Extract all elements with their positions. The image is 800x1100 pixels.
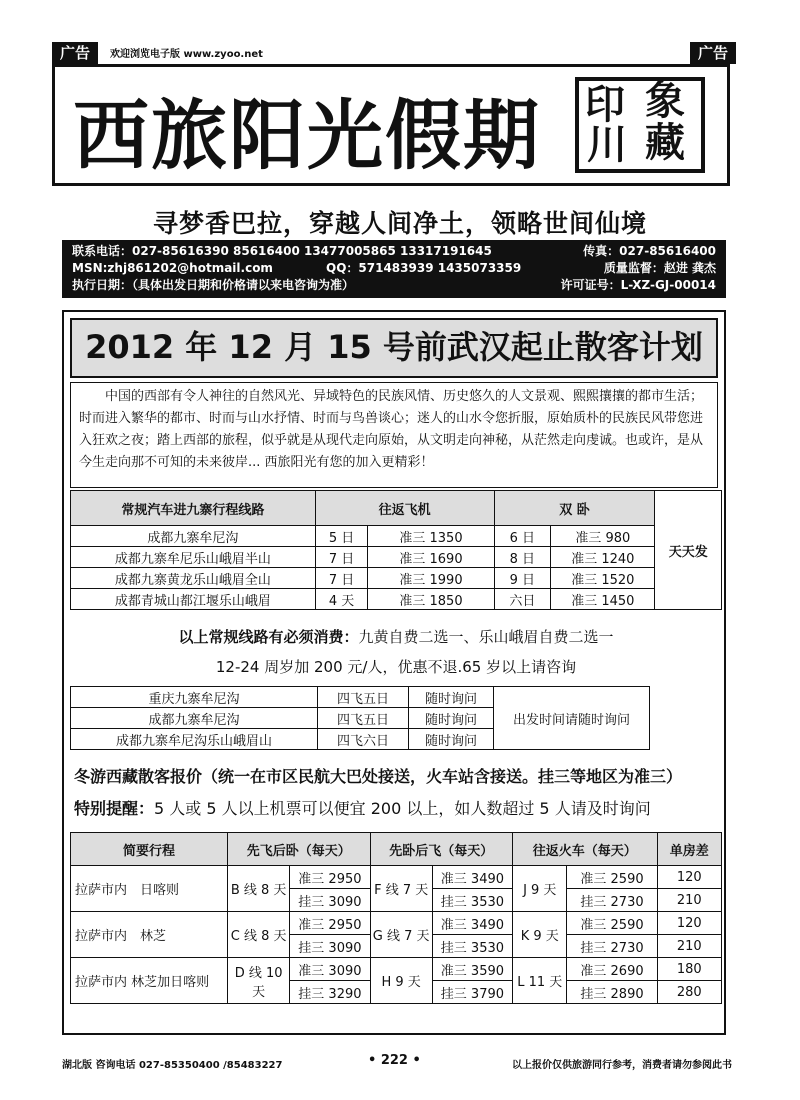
t3-line: C 线 8 天 <box>228 912 290 958</box>
t3-price: 挂三 3530 <box>432 889 512 912</box>
t3-line: F 线 7 天 <box>370 866 432 912</box>
t3-price: 准三 2950 <box>290 866 370 889</box>
t1-cell: 准三 1690 <box>368 547 494 568</box>
table-row <box>71 866 722 889</box>
tibet-table <box>70 832 722 1004</box>
table-row <box>71 912 722 935</box>
special-tip <box>74 796 651 819</box>
brand-title: 西旅阳光假期 <box>73 91 541 180</box>
t3-single: 180 <box>657 958 721 981</box>
jiuzhai-table <box>70 490 722 610</box>
contact-exec-date: 执行日期：（具体出发日期和价格请以来电咨询为准） <box>72 278 355 292</box>
contact-phone: 联系电话：027-85616390 85616400 13477005865 13317191645 <box>72 244 492 258</box>
tip-label: 特别提醒： <box>74 799 155 818</box>
t3-single: 120 <box>657 912 721 935</box>
t3-price: 准三 3090 <box>290 958 370 981</box>
table-row <box>71 958 722 981</box>
page-number: • 222 • <box>368 1053 421 1068</box>
table-row <box>71 589 722 610</box>
t3-header: 简要行程 <box>71 833 228 866</box>
t1-daily: 天天发 <box>655 491 722 610</box>
t3-single: 210 <box>657 935 721 958</box>
t1-cell: 准三 1520 <box>551 568 655 589</box>
t3-price: 准三 2590 <box>567 912 657 935</box>
t2-cell: 成都九寨牟尼沟乐山峨眉山 <box>71 729 318 750</box>
t1-cell: 9 日 <box>494 568 551 589</box>
table-row <box>71 547 722 568</box>
t3-line: L 11 天 <box>513 958 567 1004</box>
t3-line: H 9 天 <box>370 958 432 1004</box>
contact-fax: 传真：027-85616400 <box>583 244 716 258</box>
t1-cell: 7 日 <box>315 547 368 568</box>
stamp-char-1: 印 <box>585 81 625 128</box>
t1-cell: 成都九寨牟尼沟 <box>71 526 316 547</box>
t3-header: 先卧后飞（每天） <box>370 833 513 866</box>
t1-cell: 成都九寨黄龙乐山峨眉全山 <box>71 568 316 589</box>
winter-label: 冬游西藏散客报价 <box>74 767 203 786</box>
t1-cell: 8 日 <box>494 547 551 568</box>
t1-cell: 准三 1990 <box>368 568 494 589</box>
ad-tag-right: 广告 <box>690 42 736 64</box>
t1-cell: 准三 980 <box>551 526 655 547</box>
main-frame <box>62 310 726 1035</box>
contact-msn: MSN:zhj861202@hotmail.com <box>72 261 273 275</box>
t1-cell: 7 日 <box>315 568 368 589</box>
t3-price: 准三 2690 <box>567 958 657 981</box>
t2-cell: 随时询问 <box>409 687 494 708</box>
t3-price: 挂三 3530 <box>432 935 512 958</box>
t1-cell: 6 日 <box>494 526 551 547</box>
t1-cell: 六日 <box>494 589 551 610</box>
tibet-winter-line <box>74 764 682 787</box>
t3-single: 210 <box>657 889 721 912</box>
t2-cell: 四飞五日 <box>318 708 409 729</box>
header-banner <box>52 64 730 186</box>
t1-header-sleeper: 双 卧 <box>494 491 655 526</box>
t3-price: 挂三 3790 <box>432 981 512 1004</box>
t3-price: 准三 2590 <box>567 866 657 889</box>
t1-cell: 准三 1350 <box>368 526 494 547</box>
t2-cell: 随时询问 <box>409 708 494 729</box>
t3-price: 挂三 3090 <box>290 889 370 912</box>
t3-price: 挂三 2730 <box>567 889 657 912</box>
t3-route: 拉萨市内 林芝 <box>71 912 228 958</box>
t1-header-flight: 往返飞机 <box>315 491 494 526</box>
slogan: 寻梦香巴拉，穿越人间净土，领略世间仙境 <box>152 209 647 238</box>
note-text: 九黄自费二选一、乐山峨眉自费二选一 <box>358 628 614 646</box>
t3-price: 准三 3490 <box>432 912 512 935</box>
t1-cell: 5 日 <box>315 526 368 547</box>
t2-cell: 重庆九寨牟尼沟 <box>71 687 318 708</box>
contact-quality: 质量监督：赵进 龚杰 <box>603 261 716 275</box>
t1-cell: 准三 1850 <box>368 589 494 610</box>
t3-line: K 9 天 <box>513 912 567 958</box>
t2-side-note: 出发时间请随时询问 <box>494 687 650 750</box>
footer-left: 湖北版 咨询电话 027-85350400 /85483227 <box>62 1060 283 1071</box>
note-label: 以上常规线路有必须消费： <box>178 628 359 646</box>
t3-single: 280 <box>657 981 721 1004</box>
t3-header: 先飞后卧（每天） <box>228 833 371 866</box>
t3-route: 拉萨市内 日喀则 <box>71 866 228 912</box>
t2-cell: 四飞五日 <box>318 687 409 708</box>
t1-cell: 4 天 <box>315 589 368 610</box>
stamp-char-4: 藏 <box>645 119 685 166</box>
t3-line: D 线 10 天 <box>228 958 290 1004</box>
t2-cell: 四飞六日 <box>318 729 409 750</box>
tip-text: 5 人或 5 人以上机票可以便宜 200 以上，如人数超过 5 人请及时询问 <box>154 799 651 818</box>
table-row <box>71 568 722 589</box>
t3-header: 往返火车（每天） <box>513 833 658 866</box>
t3-price: 挂三 3090 <box>290 935 370 958</box>
age-note: 12-24 周岁加 200 元/人，优惠不退.65 岁以上请咨询 <box>215 658 577 676</box>
stamp-char-2: 象 <box>645 77 685 124</box>
contact-block <box>62 240 726 298</box>
footer-right: 以上报价仅供旅游同行参考，消费者请勿参阅此书 <box>512 1060 732 1071</box>
t3-single: 120 <box>657 866 721 889</box>
t1-cell: 准三 1450 <box>551 589 655 610</box>
t1-header-route: 常规汽车进九寨行程线路 <box>71 491 316 526</box>
t3-price: 准三 3590 <box>432 958 512 981</box>
t1-cell: 成都九寨牟尼乐山峨眉半山 <box>71 547 316 568</box>
contact-qq: QQ：571483939 1435073359 <box>326 261 522 275</box>
t3-route: 拉萨市内 林芝加日喀则 <box>71 958 228 1004</box>
welcome-text: 欢迎浏览电子版 www.zyoo.net <box>110 49 263 60</box>
t2-cell: 随时询问 <box>409 729 494 750</box>
contact-license: 许可证号：L-XZ-GJ-00014 <box>560 278 716 292</box>
mandatory-fee-note <box>70 626 722 647</box>
winter-text: （统一在市区民航大巴处接送，火车站含接送。挂三等地区为准三） <box>202 767 683 786</box>
page-headline: 2012 年 12 月 15 号前武汉起止散客计划 <box>70 318 718 378</box>
t3-price: 挂三 2730 <box>567 935 657 958</box>
t3-line: G 线 7 天 <box>370 912 432 958</box>
table-row <box>71 687 650 708</box>
t3-header: 单房差 <box>657 833 721 866</box>
stamp-logo <box>575 77 705 173</box>
t3-price: 挂三 3290 <box>290 981 370 1004</box>
t1-cell: 成都青城山都江堰乐山峨眉 <box>71 589 316 610</box>
t3-price: 挂三 2890 <box>567 981 657 1004</box>
table-row <box>71 526 722 547</box>
t1-cell: 准三 1240 <box>551 547 655 568</box>
t3-price: 准三 2950 <box>290 912 370 935</box>
ad-tag-left: 广告 <box>52 42 98 64</box>
stamp-char-3: 川 <box>587 121 627 168</box>
t3-line: B 线 8 天 <box>228 866 290 912</box>
t2-cell: 成都九寨牟尼沟 <box>71 708 318 729</box>
t3-price: 准三 3490 <box>432 866 512 889</box>
intro-paragraph: 中国的西部有令人神往的自然风光、异域特色的民族风情、历史悠久的人文景观、熙熙攘攘的都市生活；时而进入繁华的都市、时而与山水抒情、时而与鸟兽谈心；迷人的山水令您折服，原始质朴的民族民风带您进入狂欢之夜；踏上西部的旅程，似乎就是从现代走向原始，从文明走向神秘，从茫然走向虔诚。也或许，是从今生走向那不可知的未来彼岸... 西旅阳光有您的加入更精彩！ <box>70 382 718 488</box>
t3-line: J 9 天 <box>513 866 567 912</box>
flight-table <box>70 686 650 750</box>
